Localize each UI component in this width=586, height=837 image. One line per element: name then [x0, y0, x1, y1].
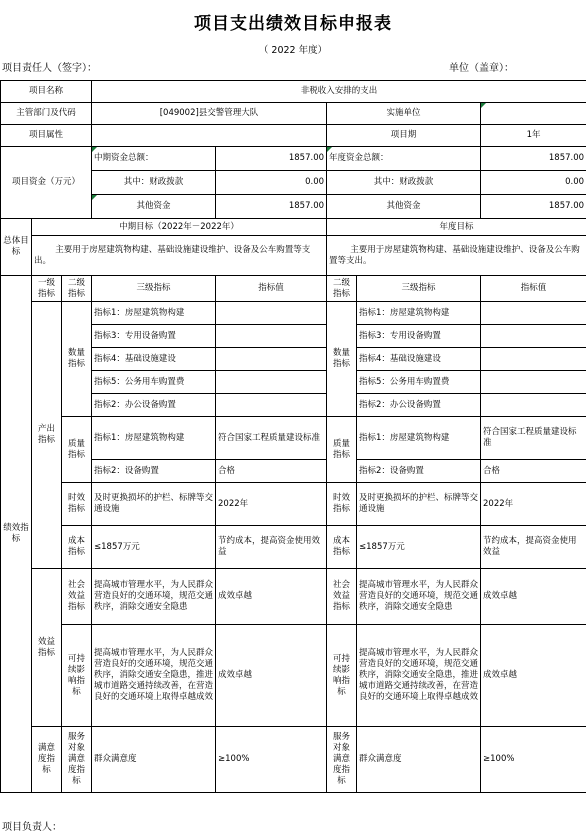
department-label: 主管部门及代码	[1, 103, 92, 125]
annual-sv1-value: ≥100%	[481, 727, 586, 793]
annual-ql1-value: 符合国家工程质量建设标准	[481, 417, 586, 460]
annual-q5-name: 指标5：公务用车购置费	[357, 371, 481, 394]
annual-sustainable-impact-label: 可持续影响指标	[327, 625, 357, 727]
annual-ql2-value: 合格	[481, 460, 586, 483]
annual-q1-value	[481, 302, 586, 325]
service-satisfaction-label: 服务对象满意度指标	[62, 727, 92, 793]
annual-total-label: 年度资金总额：	[327, 147, 481, 171]
mid-c1-name: ≤1857万元	[92, 526, 216, 569]
mid-ql1-value: 符合国家工程质量建设标准	[216, 417, 327, 460]
annual-social-benefit-label: 社会效益指标	[327, 569, 357, 625]
project-period-label: 项目期	[327, 125, 481, 147]
mid-t1-name: 及时更换损坏的护栏、标牌等交通设施	[92, 483, 216, 526]
social-benefit-label: 社会效益指标	[62, 569, 92, 625]
annual-q3-name: 指标3：专用设备购置	[357, 325, 481, 348]
mid-fiscal-value: 0.00	[216, 171, 327, 195]
mid-q2-name: 指标2：办公设备购置	[92, 394, 216, 417]
annual-other-value: 1857.00	[481, 195, 586, 219]
annual-total-value: 1857.00	[481, 147, 586, 171]
annual-ql1-name: 指标1：房屋建筑物构建	[357, 417, 481, 460]
mid-other-value: 1857.00	[216, 195, 327, 219]
annual-q4-value	[481, 348, 586, 371]
annual-fiscal-value: 0.00	[481, 171, 586, 195]
annual-c1-name: ≤1857万元	[357, 526, 481, 569]
level3-header-annual: 三级指标	[357, 276, 481, 302]
timeliness-indicator-label: 时效指标	[62, 483, 92, 526]
quality-indicator-label: 质量指标	[62, 417, 92, 483]
project-period-value: 1年	[481, 125, 586, 147]
annual-quality-indicator-label: 质量指标	[327, 417, 357, 483]
mid-ql1-name: 指标1：房屋建筑物构建	[92, 417, 216, 460]
annual-s1-name: 提高城市管理水平，为人民群众营造良好的交通环境，规范交通秩序，消除交通安全隐患	[357, 569, 481, 625]
annual-q4-name: 指标4：基础设施建设	[357, 348, 481, 371]
implementing-unit-value	[481, 103, 586, 125]
annual-k1-value: 成效卓越	[481, 625, 586, 727]
mid-t1-value: 2022年	[216, 483, 327, 526]
sustainable-impact-label: 可持续影响指标	[62, 625, 92, 727]
mid-ql2-value: 合格	[216, 460, 327, 483]
mid-total-value: 1857.00	[216, 147, 327, 171]
mid-sv1-name: 群众满意度	[92, 727, 216, 793]
annual-q5-value	[481, 371, 586, 394]
annual-q2-name: 指标2：办公设备购置	[357, 394, 481, 417]
mid-fiscal-label: 其中：财政拨款	[92, 171, 216, 195]
annual-t1-value: 2022年	[481, 483, 586, 526]
annual-s1-value: 成效卓越	[481, 569, 586, 625]
performance-form-table	[0, 80, 586, 793]
department-value: [049002]县交警管理大队	[92, 103, 327, 125]
implementing-unit-label: 实施单位	[327, 103, 481, 125]
mid-sv1-value: ≥100%	[216, 727, 327, 793]
project-attribute-value	[92, 125, 327, 147]
level1-header: 一级指标	[32, 276, 62, 302]
mid-q4-value	[216, 348, 327, 371]
performance-indicators-label: 绩效指标	[1, 276, 32, 793]
level2-header-annual: 二级指标	[327, 276, 357, 302]
mid-s1-name: 提高城市管理水平，为人民群众营造良好的交通环境，规范交通秩序，消除交通安全隐患	[92, 569, 216, 625]
quantity-indicator-label: 数量指标	[62, 302, 92, 417]
cost-indicator-label: 成本指标	[62, 526, 92, 569]
level2-header: 二级指标	[62, 276, 92, 302]
annual-other-label: 其他资金	[327, 195, 481, 219]
mid-q2-value	[216, 394, 327, 417]
output-indicator-label: 产出指标	[32, 302, 62, 569]
satisfaction-indicator-label: 满意度指标	[32, 727, 62, 793]
overall-goal-label: 总体目标	[1, 219, 32, 276]
annual-q1-name: 指标1：房屋建筑物构建	[357, 302, 481, 325]
mid-k1-name: 提高城市管理水平，为人民群众营造良好的交通环境，规范交通秩序，消除交通安全隐患，推进城市道路交通持续改善，在营造良好的交通环境上取得卓越成效	[92, 625, 216, 727]
project-name-value: 非税收入安排的支出	[92, 81, 586, 103]
mid-q1-name: 指标1：房屋建筑物构建	[92, 302, 216, 325]
level3-header-mid: 三级指标	[92, 276, 216, 302]
mid-q3-name: 指标3：专用设备购置	[92, 325, 216, 348]
mid-goal-text: 主要用于房屋建筑物构建、基础设施建设维护、设备及公车购置等支出。	[32, 236, 327, 276]
mid-total-label: 中期资金总额：	[92, 147, 216, 171]
mid-q3-value	[216, 325, 327, 348]
annual-goal-header: 年度目标	[327, 219, 586, 236]
annual-sv1-name: 群众满意度	[357, 727, 481, 793]
mid-s1-value: 成效卓越	[216, 569, 327, 625]
annual-timeliness-indicator-label: 时效指标	[327, 483, 357, 526]
annual-cost-indicator-label: 成本指标	[327, 526, 357, 569]
mid-q4-name: 指标4：基础设施建设	[92, 348, 216, 371]
mid-q5-value	[216, 371, 327, 394]
mid-q5-name: 指标5：公务用车购置费	[92, 371, 216, 394]
mid-c1-value: 节约成本，提高资金使用效益	[216, 526, 327, 569]
annual-quantity-indicator-label: 数量指标	[327, 302, 357, 417]
mid-q1-value	[216, 302, 327, 325]
year-line: （ 2022 年度）	[258, 45, 328, 56]
annual-q2-value	[481, 394, 586, 417]
project-attribute-label: 项目属性	[1, 125, 92, 147]
value-header-annual: 指标值	[481, 276, 586, 302]
annual-t1-name: 及时更换损坏的护栏、标牌等交通设施	[357, 483, 481, 526]
annual-ql2-name: 指标2：设备购置	[357, 460, 481, 483]
value-header-mid: 指标值	[216, 276, 327, 302]
project-funds-label: 项目资金（万元）	[1, 147, 92, 219]
benefit-indicator-label: 效益指标	[32, 569, 62, 727]
mid-ql2-name: 指标2：设备购置	[92, 460, 216, 483]
annual-k1-name: 提高城市管理水平，为人民群众营造良好的交通环境，规范交通秩序，消除交通安全隐患，推进城市道路交通持续改善，在营造良好的交通环境上取得卓越成效	[357, 625, 481, 727]
mid-goal-header: 中期目标（2022年－2022年）	[32, 219, 327, 236]
annual-service-satisfaction-label: 服务对象满意度指标	[327, 727, 357, 793]
mid-other-label: 其他资金	[92, 195, 216, 219]
project-leader-label: 项目负责人：	[2, 822, 62, 833]
annual-c1-value: 节约成本，提高资金使用效益	[481, 526, 586, 569]
annual-q3-value	[481, 325, 586, 348]
responsible-label: 项目责任人（签字）：	[2, 63, 97, 74]
mid-k1-value: 成效卓越	[216, 625, 327, 727]
annual-goal-text: 主要用于房屋建筑物构建、基础设施建设维护、设备及公车购置等支出。	[327, 236, 586, 276]
form-title: 项目支出绩效目标申报表	[194, 14, 392, 34]
annual-fiscal-label: 其中：财政拨款	[327, 171, 481, 195]
project-name-label: 项目名称	[1, 81, 92, 103]
unit-stamp-label: 单位（盖章）：	[449, 63, 514, 74]
